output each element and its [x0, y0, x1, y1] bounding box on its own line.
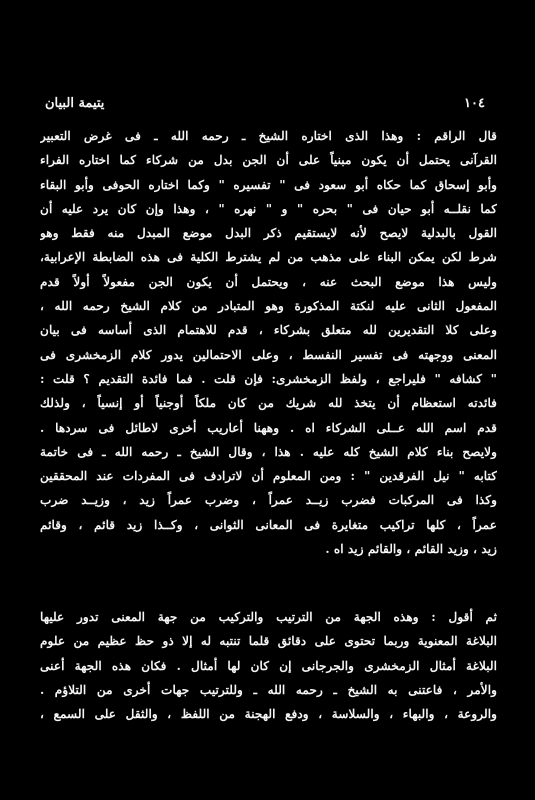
text-line: قدم اسم الله عــلى الشركاء اه . وههنا أعاريب أخرى لاطائل فى سردها .: [40, 420, 497, 435]
page-header: [45, 92, 485, 114]
text-line: كما نقلــه أبو حيان فى " بحره " و " نهره " ، وهذا وإن كان يرد عليه أن: [40, 201, 497, 216]
paragraph-2: [40, 605, 497, 726]
text-line: وليس هذا موضع البحث عنه ، ويحتمل أن يكون الجن مفعولاً أولاً قدم: [40, 274, 497, 289]
text-line: زيد ، وزيد القائم ، والقائم زيد اه .: [325, 542, 497, 557]
text-line: القرآنى يحتمل أن يكون مبنياً على أن الجن بدل من شركاء كما اختاره الفراء: [40, 153, 497, 168]
text-line: وأبو إسحاق كما حكاه أبو سعود فى " تفسيره " وكما اختاره الحوفى وأبو البقاء: [40, 177, 497, 192]
text-line: القول بالبدلية لايصح لأنه لايستقيم ذكر البدل موضع المبدل منه فقط وهو: [40, 226, 497, 241]
page-number: ١٠٤: [464, 95, 485, 111]
text-line: شرط لكن يمكن البناء على مذهب من لم يشترط الكلية فى هذه الضابطة الإعرابية،: [40, 250, 497, 265]
text-line: ولايصح بناء كلام الشيخ كله عليه . هذا ، وقال الشيخ ـ رحمه الله ـ فى خاتمة: [40, 444, 497, 459]
text-line: وعلى كلا التقديرين لله متعلق بشركاء ، قدم للاهتمام الذى أساسه فى بيان: [40, 323, 497, 338]
text-line: المفعول الثانى عليه لنكتة المذكورة وهو المتبادر من كلام الشيخ رحمه الله ،: [40, 299, 497, 314]
text-line: والروعة ، والبهاء ، والسلاسة ، ودفع الهجنة من اللفظ ، والثقل على السمع ،: [40, 707, 497, 722]
text-line: البلاغة أمثال الزمخشرى والجرجانى إن كان لها أمثال . فكان هذه الجهة أعنى: [40, 658, 497, 673]
paragraph-1: [40, 124, 497, 561]
text-line: ثم أقول : وهذه الجهة من الترتيب والتركيب من جهة المعنى تدور عليها: [40, 610, 497, 624]
text-line: عمراً ، كلها تراكيب متغايرة فى المعانى الثوانى ، وكــذا زيد قائم ، وقائم: [40, 517, 497, 532]
text-line: المعنى ووجهته فى تفسير النفسط ، وعلى الاحتمالين يدور كلام الزمخشرى فى: [40, 347, 497, 362]
text-line: " كشافه " فليراجع ، ولفظ الزمخشرى: فإن قلت . فما فائدة التقديم ؟ قلت :: [40, 371, 497, 386]
text-line: كتابه " نيل الفرقدين " : ومن المعلوم أن لاترادف فى المفردات عند المحققين: [40, 469, 497, 484]
text-line: والأمر ، فاعتنى به الشيخ ـ رحمه الله ـ وللترتيب جهات أخرى من التلاؤم .: [40, 682, 497, 697]
text-line: فائدته استعظام أن يتخذ لله شريك من كان ملكاً أوجنياً أو إنسياً ، ولذلك: [40, 396, 497, 411]
text-line: قال الراقم : وهذا الذى اختاره الشيخ ـ رحمه الله ـ فى غرض التعبير: [40, 129, 497, 143]
text-line: البلاغة المعنوية وربما تحتوى على دقائق قلما تنتبه له إلا ذو حظ عظيم من علوم: [40, 634, 497, 649]
running-title: يتيمة البيان: [45, 95, 105, 111]
text-line: وكذا فى المركبات فضرب زيــد عمراً ، وضرب عمراً زيد ، وزيــد ضرب: [40, 493, 497, 508]
